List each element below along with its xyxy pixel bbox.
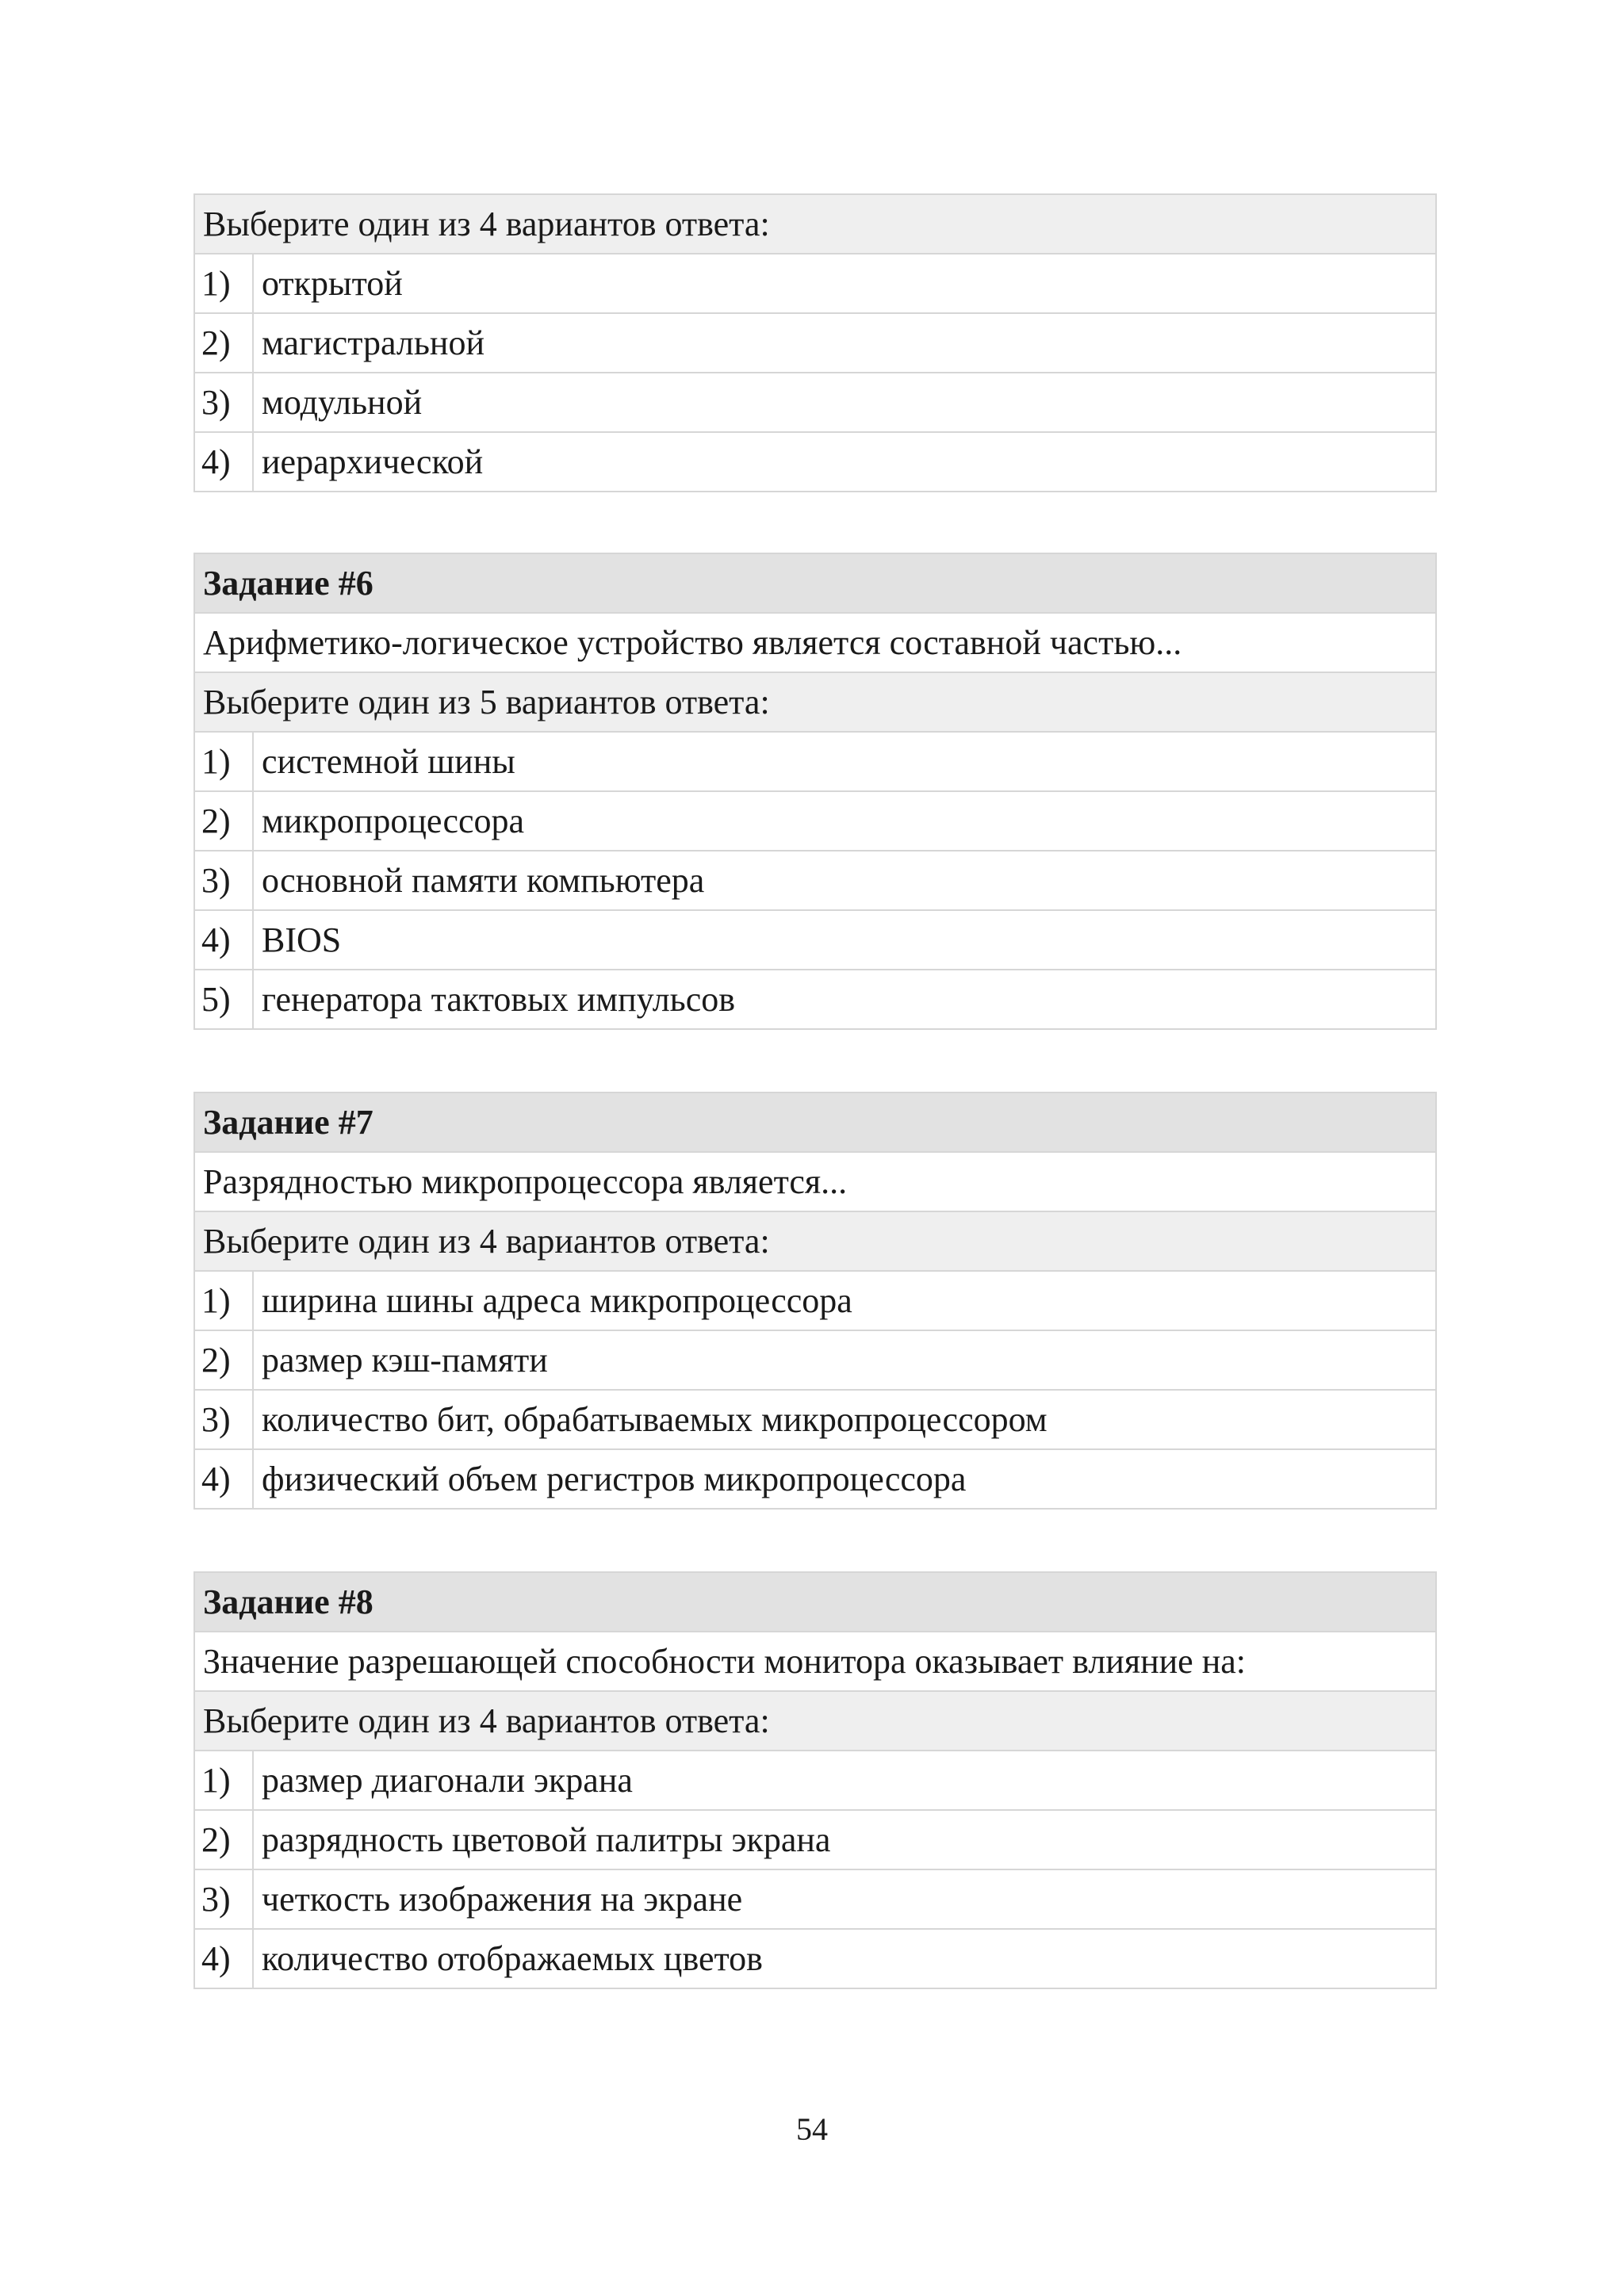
- answer-option: [194, 1330, 1436, 1390]
- option-text: модульной: [253, 373, 1436, 432]
- answer-prompt: Выберите один из 4 вариантов ответа:: [194, 1691, 1436, 1751]
- answer-option: [194, 373, 1436, 432]
- option-number: 1): [194, 732, 253, 791]
- option-text: физический объем регистров микропроцессора: [253, 1449, 1436, 1509]
- option-text: размер диагонали экрана: [253, 1751, 1436, 1810]
- task-5-continuation: [193, 193, 1437, 492]
- option-number: 2): [194, 313, 253, 373]
- option-number: 3): [194, 851, 253, 910]
- answer-prompt: Выберите один из 4 вариантов ответа:: [194, 1211, 1436, 1271]
- option-number: 1): [194, 254, 253, 313]
- task-header: Задание #7: [194, 1093, 1436, 1152]
- answer-prompt: Выберите один из 5 вариантов ответа:: [194, 672, 1436, 732]
- option-text: магистральной: [253, 313, 1436, 373]
- task-question: Арифметико-логическое устройство является составной частью...: [194, 613, 1436, 672]
- option-number: 3): [194, 373, 253, 432]
- option-text: открытой: [253, 254, 1436, 313]
- option-number: 4): [194, 432, 253, 492]
- page-number: 54: [796, 2111, 828, 2147]
- answer-option: [194, 313, 1436, 373]
- task-question: Значение разрешающей способности монитора оказывает влияние на:: [194, 1632, 1436, 1691]
- option-text: ширина шины адреса микропроцессора: [253, 1271, 1436, 1330]
- answer-option: [194, 970, 1436, 1029]
- answer-option: [194, 432, 1436, 492]
- option-number: 3): [194, 1869, 253, 1929]
- answer-option: [194, 851, 1436, 910]
- option-text: системной шины: [253, 732, 1436, 791]
- option-text: количество бит, обрабатываемых микропроцессором: [253, 1390, 1436, 1449]
- option-text: четкость изображения на экране: [253, 1869, 1436, 1929]
- answer-option: [194, 1810, 1436, 1869]
- answer-option: [194, 732, 1436, 791]
- option-text: размер кэш-памяти: [253, 1330, 1436, 1390]
- option-number: 3): [194, 1390, 253, 1449]
- option-text: основной памяти компьютера: [253, 851, 1436, 910]
- answer-option: [194, 1869, 1436, 1929]
- answer-option: [194, 1390, 1436, 1449]
- task-8: [193, 1571, 1437, 1989]
- answer-option: [194, 254, 1436, 313]
- option-text: BIOS: [253, 910, 1436, 970]
- option-number: 2): [194, 1330, 253, 1390]
- option-number: 1): [194, 1271, 253, 1330]
- option-text: микропроцессора: [253, 791, 1436, 851]
- option-number: 5): [194, 970, 253, 1029]
- option-number: 2): [194, 1810, 253, 1869]
- option-text: разрядность цветовой палитры экрана: [253, 1810, 1436, 1869]
- option-text: количество отображаемых цветов: [253, 1929, 1436, 1988]
- answer-option: [194, 791, 1436, 851]
- task-header: Задание #6: [194, 553, 1436, 613]
- option-text: генератора тактовых импульсов: [253, 970, 1436, 1029]
- task-7: [193, 1092, 1437, 1510]
- answer-option: [194, 1929, 1436, 1988]
- option-number: 4): [194, 1929, 253, 1988]
- option-text: иерархической: [253, 432, 1436, 492]
- task-header: Задание #8: [194, 1572, 1436, 1632]
- task-6: [193, 553, 1437, 1030]
- answer-option: [194, 1751, 1436, 1810]
- answer-option: [194, 1271, 1436, 1330]
- task-question: Разрядностью микропроцессора является...: [194, 1152, 1436, 1211]
- option-number: 4): [194, 910, 253, 970]
- answer-option: [194, 1449, 1436, 1509]
- option-number: 1): [194, 1751, 253, 1810]
- answer-prompt: Выберите один из 4 вариантов ответа:: [194, 194, 1436, 254]
- answer-option: [194, 910, 1436, 970]
- option-number: 4): [194, 1449, 253, 1509]
- option-number: 2): [194, 791, 253, 851]
